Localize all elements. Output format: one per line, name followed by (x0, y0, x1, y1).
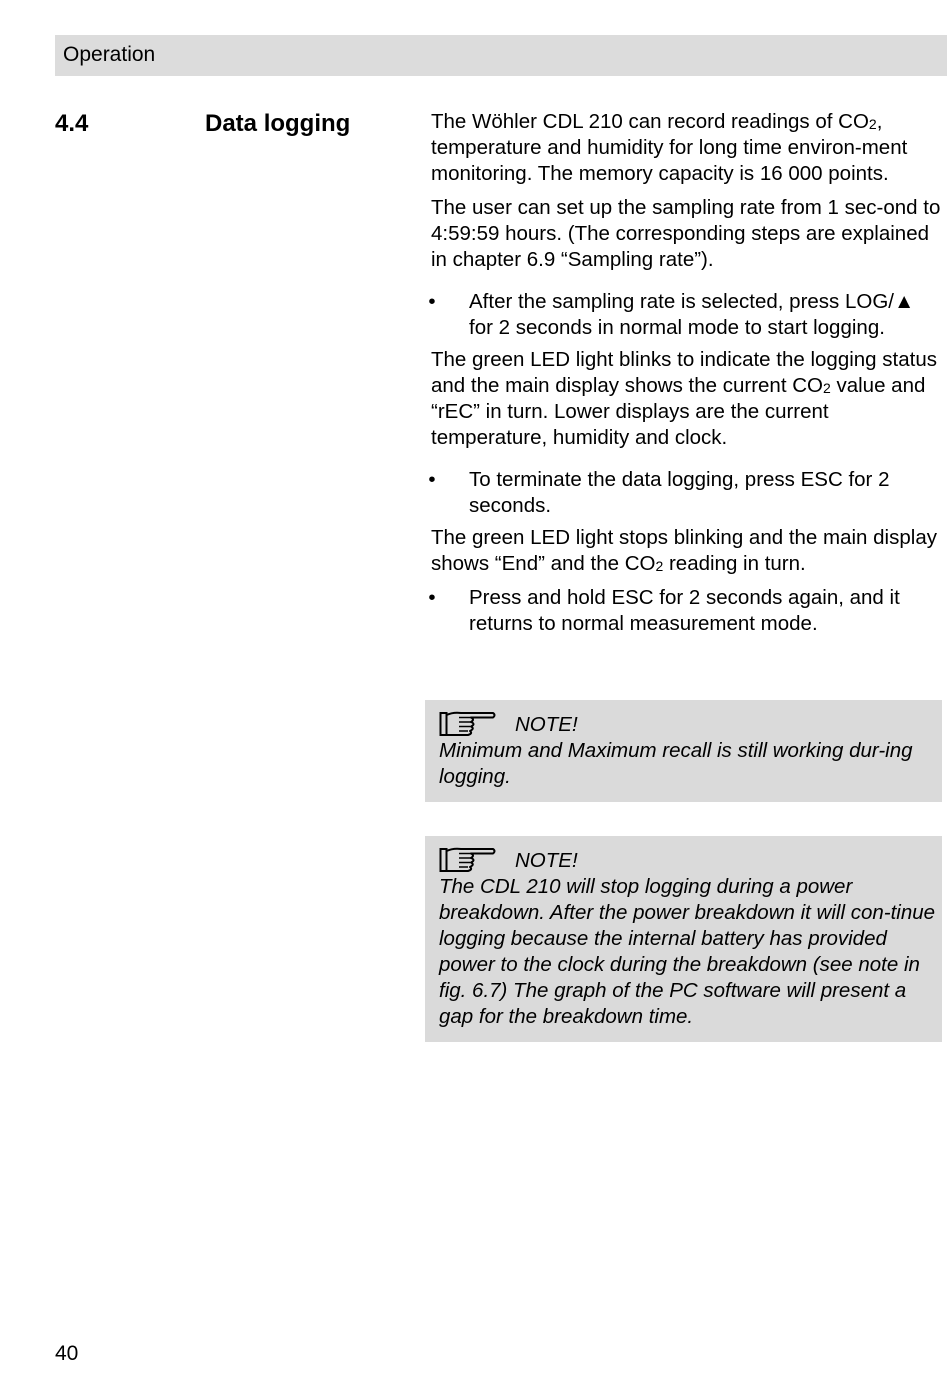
bullet-dot: • (428, 586, 436, 609)
pointing-hand-icon (439, 844, 497, 874)
running-header (55, 35, 947, 76)
section-number: 4.4 (55, 110, 89, 137)
page-number: 40 (55, 1342, 79, 1365)
bullet-dot: • (428, 468, 436, 491)
paragraph-logging-end: The green LED light stops blinking and the main display shows “End” and the $CO_2$ reading in turn. (431, 526, 937, 575)
paragraph-logging-status: The green LED light blinks to indicate the logging status and the main display shows the current $CO_2$ value and “rEC” in turn. Lower displays are the current temperature, humidity and clock. (431, 348, 937, 449)
note-box-min-max (425, 700, 942, 802)
bullet-start-logging: • After the sampling rate is selected, press LOG/▲ for 2 seconds in normal mode to start logging. (431, 289, 943, 341)
note-text: The CDL 210 will stop logging during a power breakdown. After the power breakdown it will con-tinue logging because the internal battery has provided power to the clock during the breakdown (see note in fig. 6.7) The graph of the PC software will present a gap for the breakdown time. (439, 875, 936, 1028)
note-box-power-breakdown (425, 836, 942, 1042)
note-label: NOTE! (515, 713, 578, 736)
bullet-dot: • (428, 290, 436, 313)
bullet-terminate-logging: • To terminate the data logging, press ESC for 2 seconds. (431, 467, 943, 519)
header-title: Operation (63, 43, 156, 66)
bullet-return-normal: • Press and hold ESC for 2 seconds again, and it returns to normal measurement mode. (431, 585, 943, 637)
pointing-hand-icon (439, 708, 497, 738)
note-label: NOTE! (515, 849, 578, 872)
paragraph-sampling-rate: The user can set up the sampling rate from 1 sec-ond to 4:59:59 hours. (The corresponding steps are explained in chapter 6.9 “Sampling rate”). (431, 196, 941, 271)
paragraph-intro: The Wöhler CDL 210 can record readings of $CO_2$, temperature and humidity for long time environ-ment monitoring. The memory capacity is 16 000 points. (431, 110, 908, 185)
section-body (428, 109, 943, 643)
note-text: Minimum and Maximum recall is still working dur-ing logging. (439, 739, 913, 788)
section-title: Data logging (205, 110, 351, 137)
